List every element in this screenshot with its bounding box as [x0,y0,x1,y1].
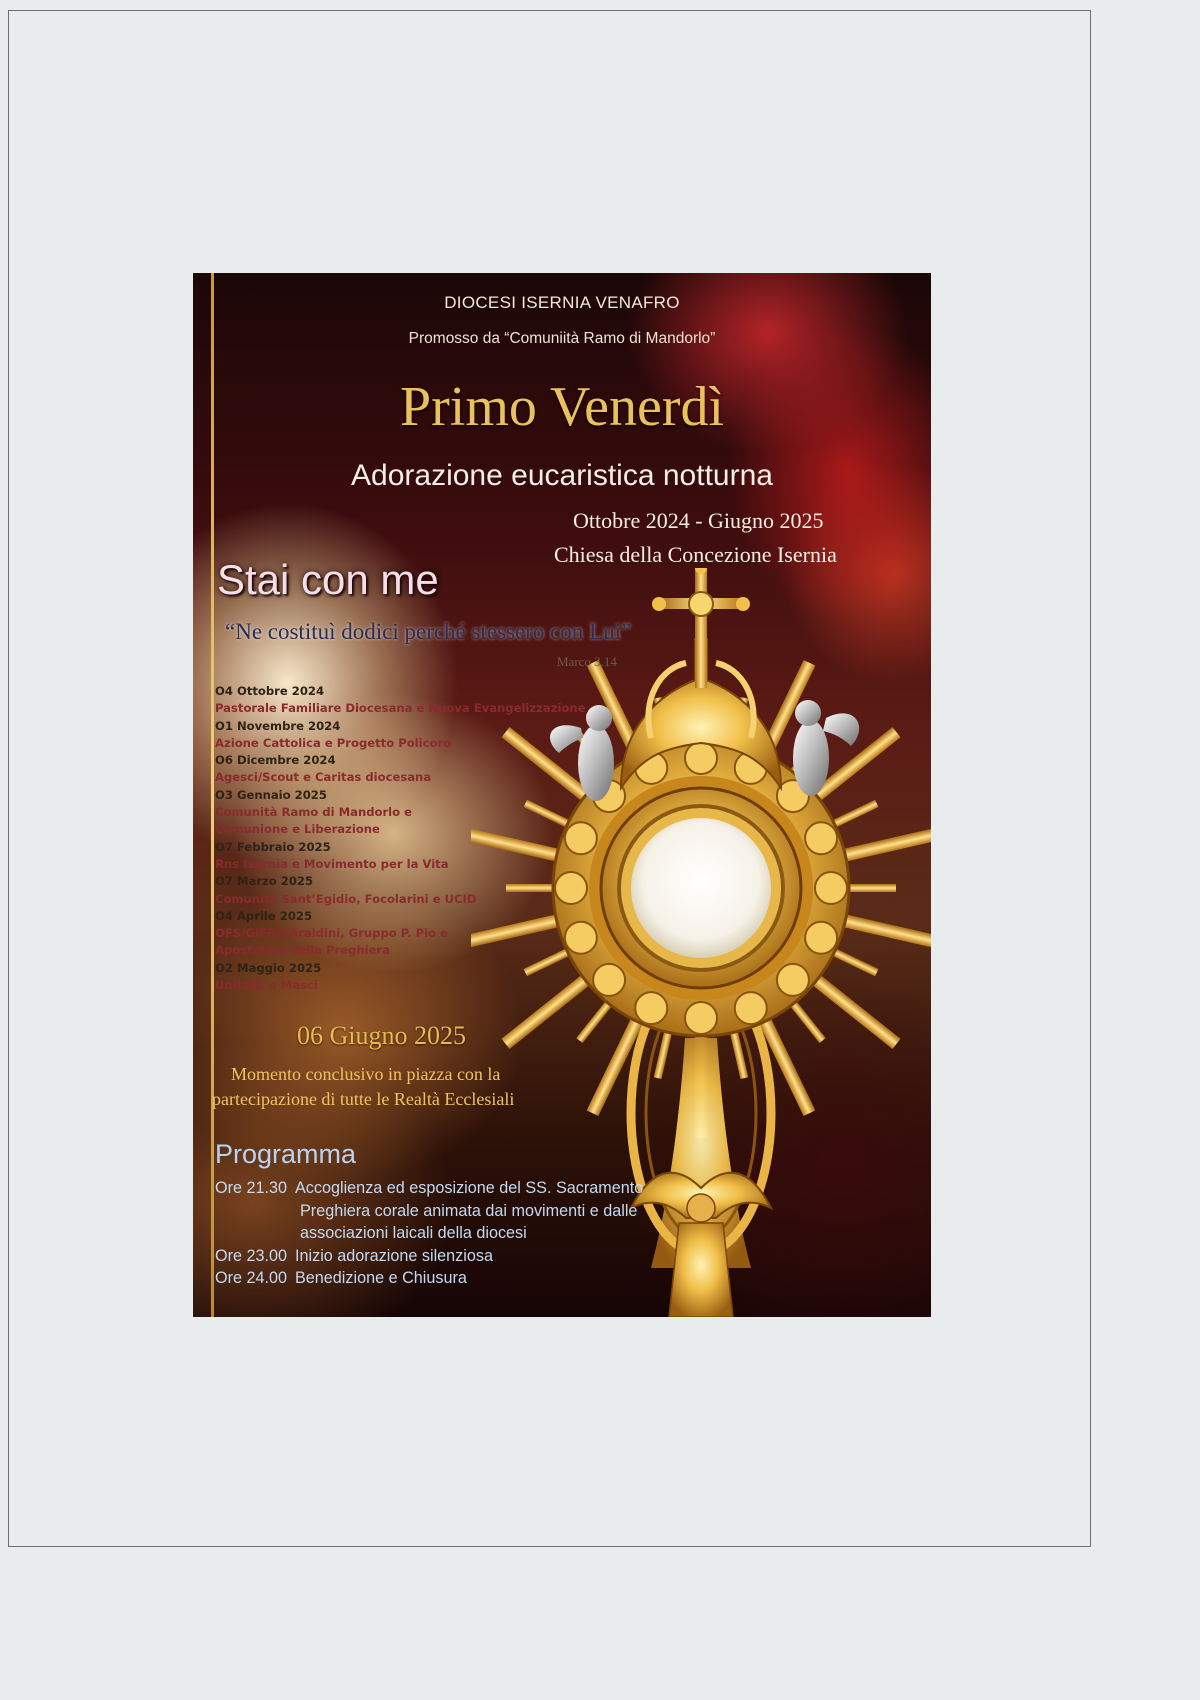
schedule-date: O6 Dicembre 2024 [215,753,336,768]
cross-vertical [695,568,707,688]
promoter-line: Promosso da “Comuniità Ramo di Mandorlo” [408,330,716,347]
schedule-groups: Rns Isernia e Movimento per la Vita [215,856,449,871]
schedule-date: O1 Novembre 2024 [215,718,341,733]
monthly-schedule [215,683,615,994]
schedule-date: O7 Marzo 2025 [215,874,314,889]
schedule-groups: Apostolato della Preghiera [215,943,390,958]
program-activity: Accoglienza ed esposizione del SS. Sacramento [295,1179,644,1197]
ring-ornament [805,822,837,854]
program-activity: Preghiera corale animata dai movimenti e dalle [300,1201,638,1220]
scripture-quote: “Ne costituì dodici perché stessero con Lui” [225,619,632,644]
host-luna [631,818,771,958]
schedule-groups: Unitalsi e Masci [215,978,318,993]
program-activity: Inizio adorazione silenziosa [295,1246,493,1265]
event-subtitle: Adorazione eucaristica notturna [351,459,773,492]
schedule-groups: Comunità Sant’Egidio, Focolarini e UCID [215,891,477,906]
schedule-date: O2 Maggio 2025 [215,960,322,975]
schedule-date: O7 Febbraio 2025 [215,839,331,854]
ring-ornament [735,992,767,1024]
schedule-groups: OFS/GIFRA/Araldini, Gruppo P. Pio e [215,926,448,941]
scripture-reference: Marco 3.14 [557,654,617,669]
program-activity: associazioni laicali della diocesi [300,1224,527,1242]
schedule-date: O4 Aprile 2025 [215,908,313,923]
diocese-title: DIOCESI ISERNIA VENAFRO [444,293,680,312]
ring-ornament [777,964,809,996]
closing-event-description: Momento conclusivo in piazza con la [231,1064,501,1084]
program-time: Ore 23.00 [215,1246,287,1265]
event-period: Ottobre 2024 - Giugno 2025 [573,508,824,533]
ring-ornament [635,992,667,1024]
program-activity: Benedizione e Chiusura [295,1269,467,1287]
closing-event-date: 06 Giugno 2025 [297,1021,466,1050]
schedule-date: O3 Gennaio 2025 [215,787,327,802]
schedule-groups: Comunità Ramo di Mandorlo e [215,805,413,820]
schedule-date: O4 Ottobre 2024 [215,684,325,698]
ring-ornament [815,872,847,904]
ring-ornament [685,742,717,774]
ring-ornament [805,922,837,954]
closing-event-description: partecipazione di tutte le Realtà Ecclesiali [212,1089,515,1109]
schedule-groups: Agesci/Scout e Caritas diocesana [215,770,432,785]
schedule-groups: Azione Cattolica e Progetto Policoro [215,735,452,750]
program-title: Programma [215,1139,357,1169]
event-location: Chiesa della Concezione Isernia [554,542,837,567]
event-title: Primo Venerdì [399,376,725,438]
ring-ornament [685,1002,717,1034]
schedule-groups: Comunione e Liberazione [215,822,380,837]
event-poster [193,273,931,1317]
schedule-groups: Pastorale Familiare Diocesana e Nuova Evangelizzazione [215,701,586,716]
program-time: Ore 21.30 [215,1179,287,1197]
theme-title: Stai con me [217,556,439,603]
program-time: Ore 24.00 [215,1269,287,1287]
page-frame [8,10,1091,1547]
bottom-angel-figure [631,1173,771,1317]
